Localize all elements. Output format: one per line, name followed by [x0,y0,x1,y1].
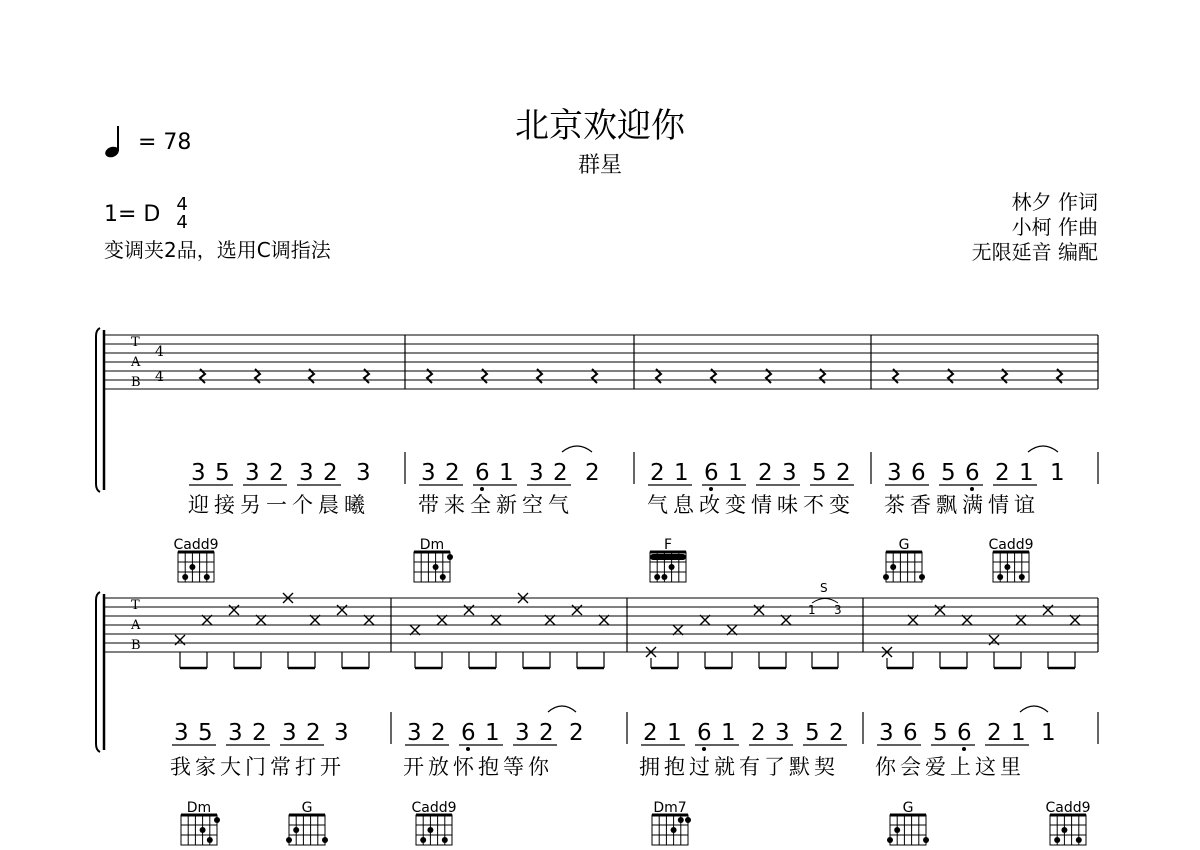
note: 2 [569,720,584,746]
note: 2 [323,460,338,486]
song-title: 北京欢迎你 [515,106,685,146]
note: 1 [499,460,514,486]
lyric: 迎接另一个晨曦 [188,493,370,517]
note: 1 [674,460,689,486]
key-label: 1= D [104,201,161,227]
chord-diagram-dm7 [652,800,691,845]
lyric: 拥抱过就有了默契 [639,755,839,779]
chord-name: Cadd9 [411,800,457,816]
note: 1 [1050,460,1065,486]
note: 6 [461,720,476,746]
rhythm-stems [180,652,1075,668]
chord-name: G [898,537,910,553]
note: 1 [1041,720,1056,746]
note: 3 [228,720,243,746]
chord-row-2 [181,800,1091,845]
note: 6 [965,460,980,486]
arranger-credit: 无限延音 编配 [971,240,1098,264]
note: 2 [758,460,773,486]
note: 2 [643,720,658,746]
chord-diagram-f [650,537,686,582]
note: 3 [407,720,422,746]
note: 2 [306,720,321,746]
note: 6 [697,720,712,746]
chord-name: F [663,537,673,553]
tab-staff-1 [104,335,1098,390]
system-1 [96,328,1098,517]
chord-row-1 [173,537,1033,582]
tab-label-a: A [131,618,141,633]
note: 3 [191,460,206,486]
tab-fret: 3 [834,603,842,617]
note: 3 [356,460,371,486]
note: 6 [903,720,918,746]
time-signature-bottom: 4 [176,212,188,233]
chord-diagram-cadd9 [1045,800,1090,845]
note: 1 [728,460,743,486]
lyric: 我家大门常打开 [170,755,345,779]
tab-label-t: T [131,335,140,350]
note: 3 [421,460,436,486]
lyric: 气息改变情味不变 [647,493,855,517]
note: 2 [445,460,460,486]
chord-diagram-cadd9 [411,800,456,845]
note: 3 [887,460,902,486]
note: 3 [515,720,530,746]
lyricist-credit: 林夕 作词 [1011,190,1098,214]
note: 2 [539,720,554,746]
note: 2 [553,460,568,486]
note: 2 [650,460,665,486]
tab-staff-2 [104,581,1098,668]
note: 1 [667,720,682,746]
melody-line-2 [172,706,1098,751]
note: 2 [987,720,1002,746]
chord-name: Dm7 [653,800,687,816]
chord-name: G [902,800,914,816]
lyrics-line-2 [170,755,1025,779]
chord-diagram-cadd9 [173,537,218,582]
tab-label-a: A [131,355,141,370]
chord-name: Cadd9 [173,537,219,553]
note: 5 [215,460,230,486]
note: 6 [704,460,719,486]
note: 3 [282,720,297,746]
chord-diagram-cadd9 [988,537,1033,582]
note: 3 [775,720,790,746]
note: 2 [585,460,600,486]
note: 1 [485,720,500,746]
note: 3 [174,720,189,746]
chord-diagram-g [286,800,328,845]
chord-diagram-dm [414,537,453,582]
tab-label-b: B [131,375,141,390]
tab-label-t: T [131,598,140,613]
lyric: 你会爱上这里 [875,755,1025,779]
tab-fret: 1 [808,603,816,617]
tab-label-b: B [131,638,141,653]
lyric: 开放怀抱等你 [403,755,553,779]
system-1-brace [96,328,100,492]
note: 2 [751,720,766,746]
note: 6 [475,460,490,486]
chord-diagram-dm [181,800,220,845]
note: 5 [198,720,213,746]
tab-time-sig-top: 4 [155,344,164,360]
chord-name: Cadd9 [1045,800,1091,816]
chord-diagram-g [887,800,929,845]
lyric: 茶香飘满情谊 [884,493,1040,517]
chord-name: G [301,800,313,816]
tab-time-sig-bottom: 4 [155,369,164,385]
slide-mark: S [820,581,828,595]
note: 1 [1019,460,1034,486]
melody-line-1 [189,446,1098,491]
capo-note: 变调夹2品，选用C调指法 [104,238,331,262]
note: 2 [836,460,851,486]
note: 5 [812,460,827,486]
note: 6 [911,460,926,486]
note: 3 [529,460,544,486]
note: 5 [933,720,948,746]
note: 3 [782,460,797,486]
note: 3 [299,460,314,486]
chord-name: Dm [419,537,445,553]
note: 2 [252,720,267,746]
note: 3 [334,720,349,746]
note: 5 [805,720,820,746]
note: 6 [957,720,972,746]
note: 2 [431,720,446,746]
tempo-value: = 78 [138,129,192,155]
note: 2 [995,460,1010,486]
note: 1 [1011,720,1026,746]
chord-diagram-g [883,537,925,582]
chord-name: Dm [186,800,212,816]
note: 2 [829,720,844,746]
artist-name: 群星 [577,153,622,178]
system-2 [96,581,1098,779]
time-signature-top: 4 [176,194,188,215]
lyric: 带来全新空气 [418,493,574,517]
note: 2 [269,460,284,486]
note: 3 [245,460,260,486]
lyrics-line-1 [188,493,1040,517]
system-2-brace [96,592,100,752]
note: 5 [941,460,956,486]
note: 3 [879,720,894,746]
chord-name: Cadd9 [988,537,1034,553]
note: 1 [721,720,736,746]
composer-credit: 小柯 作曲 [1011,215,1098,239]
